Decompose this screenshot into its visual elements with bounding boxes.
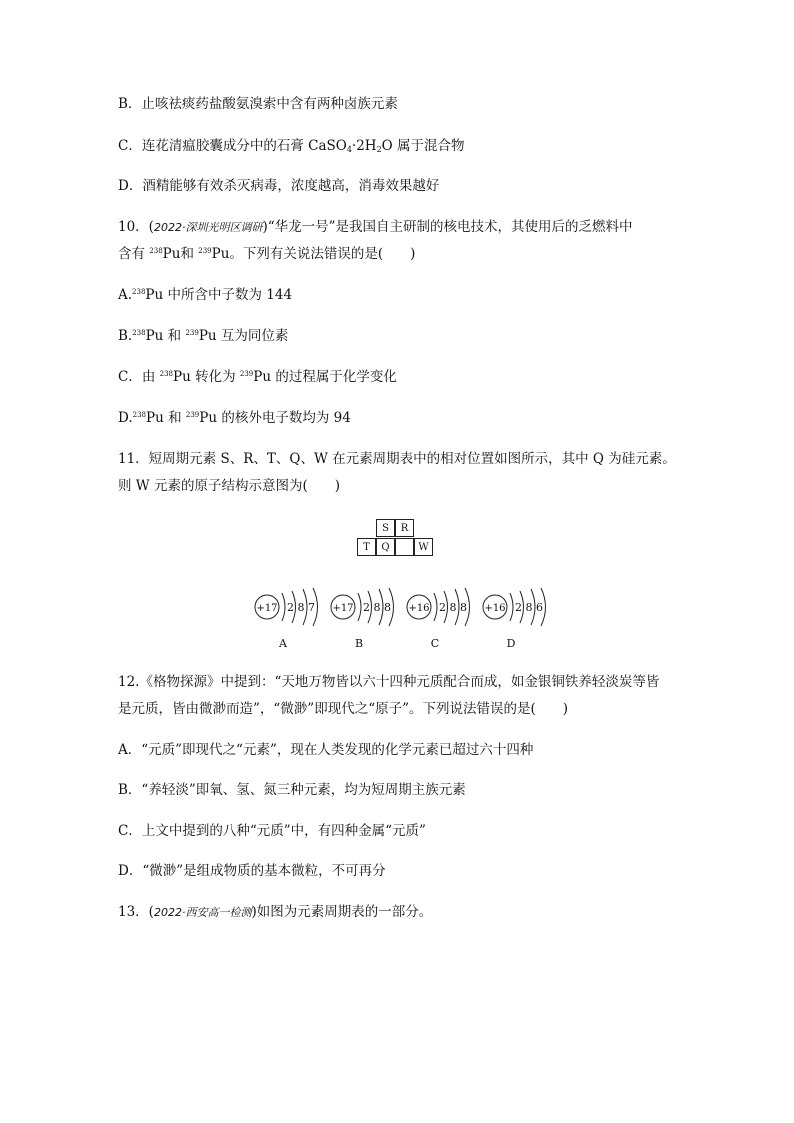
- q13-stem: 13．(2022·西安高一检测)如图为元素周期表的一部分。: [118, 904, 433, 920]
- shells-c: 2 8 8: [439, 601, 467, 614]
- q10-option-d: D.$^{238}$Pu 和 $^{239}$Pu 的核外电子数均为 94: [118, 410, 351, 426]
- q12-option-d: D．“微渺”是组成物质的基本微粒，不可再分: [118, 863, 386, 879]
- cell-w: W: [414, 538, 433, 556]
- nucleus-c: +16: [408, 603, 430, 614]
- shells-b: 2 8 8: [363, 601, 391, 614]
- q13-source: 2022·西安高一检测: [153, 906, 252, 919]
- q9-option-d: D．酒精能够有效杀灭病毒，浓度越高，消毒效果越好: [118, 178, 440, 194]
- q12-stem-line1: 12.《格物探源》中提到：“天地万物皆以六十四种元质配合而成，如金银铜铁养轻淡炭等皆: [118, 674, 660, 690]
- q11-stem-line2: 则 W 元素的原子结构示意图为( ): [118, 478, 340, 494]
- cell-r: R: [395, 519, 414, 537]
- q10-option-b: B.$^{238}$Pu 和 $^{239}$Pu 互为同位素: [118, 328, 289, 344]
- shells-d: 2 8 6: [515, 601, 543, 614]
- atom-option-a: [255, 588, 318, 650]
- cell-s: S: [376, 519, 395, 537]
- label-a: A: [279, 637, 287, 650]
- nucleus-b: +17: [332, 603, 354, 614]
- q12-option-c: C．上文中提到的八种“元质”中，有四种金属“元质”: [118, 823, 426, 839]
- cell-empty: [395, 538, 414, 556]
- q12-stem-line2: 是元质，皆由微渺而造”，“微渺”即现代之“原子”。下列说法错误的是( ): [118, 701, 569, 717]
- atom-option-c: [407, 588, 470, 650]
- q9-option-c: C．连花清瘟胶囊成分中的石膏 $CaSO_4\cdot 2H_2O$ 属于混合物: [118, 138, 465, 154]
- q10-option-c: C．由 $^{238}$Pu 转化为 $^{239}$Pu 的过程属于化学变化: [118, 369, 397, 385]
- q10-stem-line2: 含有 $^{238}$Pu和 $^{239}$Pu。下列有关说法错误的是( ): [118, 246, 416, 262]
- q10-option-a: A.$^{238}$Pu 中所含中子数为 144: [118, 287, 293, 303]
- q9-option-b: B．止咳祛痰药盐酸氨溴索中含有两种卤族元素: [118, 96, 398, 112]
- q10-source: 2022·深圳光明区调研: [153, 221, 263, 234]
- q12-option-b: B．“养轻淡”即氧、氢、氮三种元素，均为短周期主族元素: [118, 782, 466, 798]
- q12-option-a: A．“元质”即现代之“元素”，现在人类发现的化学元素已超过六十四种: [118, 742, 534, 758]
- q11-stem-line1: 11．短周期元素 S、R、T、Q、W 在元素周期表中的相对位置如图所示，其中 Q 为硅元素。: [118, 451, 676, 467]
- q10-stem-line1: 10．(2022·深圳光明区调研)“华龙一号”是我国自主研制的核电技术，其使用后的乏燃料中: [118, 219, 633, 235]
- label-c: C: [430, 637, 440, 650]
- atom-option-b: [331, 588, 394, 650]
- periodic-table-fragment: [357, 519, 437, 557]
- cell-q: Q: [376, 538, 395, 556]
- atom-option-d: [483, 588, 546, 650]
- atom-structure-options: [250, 587, 550, 653]
- cell-t: T: [357, 538, 376, 556]
- nucleus-d: +16: [484, 603, 506, 614]
- label-b: B: [354, 637, 364, 650]
- shells-a: 2 8 7: [287, 601, 315, 614]
- nucleus-a: +17: [256, 603, 278, 614]
- label-d: D: [506, 637, 516, 650]
